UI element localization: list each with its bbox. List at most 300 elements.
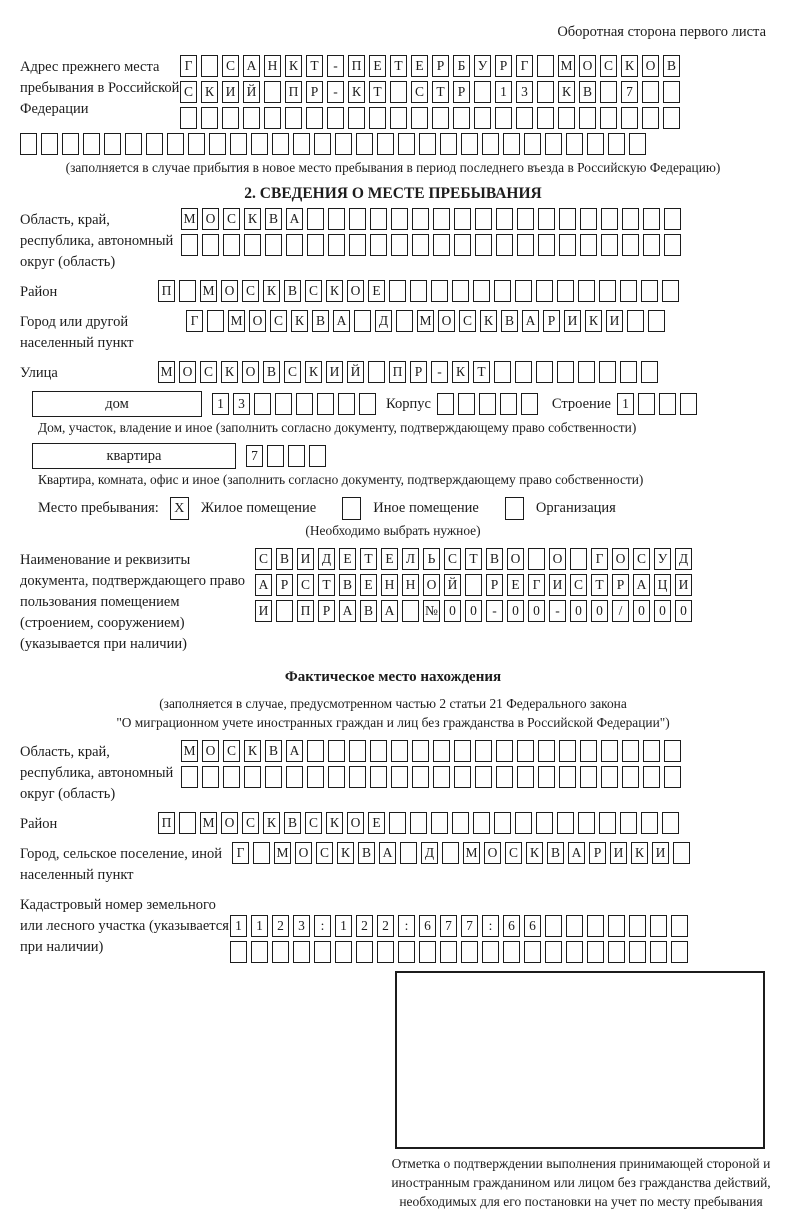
char-box[interactable] [537,107,554,129]
char-box[interactable]: К [621,55,638,77]
char-box[interactable] [201,107,218,129]
char-box[interactable]: А [522,310,539,332]
char-box[interactable] [338,393,355,415]
char-box[interactable] [20,133,37,155]
char-box[interactable]: Г [232,842,249,864]
char-box[interactable]: К [337,842,354,864]
char-box[interactable] [244,234,261,256]
char-box[interactable]: С [305,812,322,834]
char-box[interactable] [452,812,469,834]
char-box[interactable]: С [242,280,259,302]
char-box[interactable] [622,740,639,762]
char-box[interactable]: С [316,842,333,864]
char-box[interactable] [285,107,302,129]
char-box[interactable] [503,133,520,155]
char-box[interactable] [496,208,513,230]
char-box[interactable] [431,812,448,834]
char-box[interactable] [663,81,680,103]
char-box[interactable]: Н [264,55,281,77]
char-box[interactable] [83,133,100,155]
char-box[interactable] [410,280,427,302]
char-box[interactable]: А [286,208,303,230]
char-box[interactable]: С [411,81,428,103]
char-box[interactable] [328,234,345,256]
char-box[interactable] [601,234,618,256]
char-box[interactable]: С [223,208,240,230]
char-box[interactable] [495,107,512,129]
char-box[interactable] [209,133,226,155]
char-box[interactable]: 7 [621,81,638,103]
char-box[interactable]: № [423,600,440,622]
char-box[interactable]: Р [318,600,335,622]
char-box[interactable] [601,766,618,788]
char-box[interactable] [474,107,491,129]
checkbox-inoe[interactable] [342,497,361,520]
char-box[interactable] [411,107,428,129]
char-box[interactable]: М [200,280,217,302]
char-box[interactable]: Г [528,574,545,596]
char-box[interactable] [391,766,408,788]
char-box[interactable] [641,361,658,383]
char-box[interactable] [538,766,555,788]
char-box[interactable]: Г [180,55,197,77]
char-box[interactable] [599,280,616,302]
char-box[interactable] [412,234,429,256]
char-box[interactable]: Р [432,55,449,77]
char-box[interactable] [458,393,475,415]
char-box[interactable]: 0 [507,600,524,622]
char-box[interactable] [578,361,595,383]
char-box[interactable] [461,133,478,155]
char-box[interactable]: С [222,55,239,77]
char-box[interactable] [453,107,470,129]
char-box[interactable]: М [200,812,217,834]
char-box[interactable] [452,280,469,302]
char-box[interactable] [307,740,324,762]
char-box[interactable] [521,393,538,415]
char-box[interactable] [629,133,646,155]
char-box[interactable]: С [297,574,314,596]
char-box[interactable] [293,941,310,963]
char-box[interactable]: К [263,280,280,302]
char-box[interactable]: Р [543,310,560,332]
char-box[interactable] [272,941,289,963]
char-box[interactable] [251,133,268,155]
char-box[interactable] [328,766,345,788]
char-box[interactable] [580,208,597,230]
char-box[interactable] [230,941,247,963]
char-box[interactable]: В [265,208,282,230]
char-box[interactable]: Е [339,548,356,570]
char-box[interactable] [146,133,163,155]
char-box[interactable]: О [242,361,259,383]
char-box[interactable]: 0 [591,600,608,622]
char-box[interactable]: У [654,548,671,570]
char-box[interactable]: С [284,361,301,383]
char-box[interactable] [494,812,511,834]
char-box[interactable]: М [158,361,175,383]
char-box[interactable] [474,81,491,103]
char-box[interactable] [558,107,575,129]
char-box[interactable] [536,812,553,834]
char-box[interactable]: К [244,208,261,230]
char-box[interactable]: К [631,842,648,864]
char-box[interactable] [641,280,658,302]
char-box[interactable]: М [181,208,198,230]
char-box[interactable] [664,208,681,230]
char-box[interactable] [253,842,270,864]
char-box[interactable] [223,766,240,788]
char-box[interactable]: В [360,600,377,622]
char-box[interactable]: Т [369,81,386,103]
char-box[interactable]: Е [368,280,385,302]
char-box[interactable] [650,941,667,963]
char-box[interactable] [402,600,419,622]
char-box[interactable] [370,740,387,762]
char-box[interactable] [650,915,667,937]
char-box[interactable] [663,107,680,129]
char-box[interactable]: А [568,842,585,864]
char-box[interactable]: Т [360,548,377,570]
char-box[interactable] [328,740,345,762]
char-box[interactable]: А [333,310,350,332]
char-box[interactable] [317,393,334,415]
char-box[interactable]: П [285,81,302,103]
char-box[interactable]: Е [507,574,524,596]
char-box[interactable] [622,766,639,788]
char-box[interactable]: 0 [570,600,587,622]
char-box[interactable] [335,133,352,155]
char-box[interactable]: А [633,574,650,596]
char-box[interactable] [412,740,429,762]
char-box[interactable] [673,842,690,864]
char-box[interactable]: Р [306,81,323,103]
char-box[interactable] [600,81,617,103]
char-box[interactable] [515,812,532,834]
char-box[interactable]: К [452,361,469,383]
char-box[interactable]: Е [411,55,428,77]
char-box[interactable]: С [223,740,240,762]
char-box[interactable] [398,941,415,963]
char-box[interactable]: С [444,548,461,570]
char-box[interactable]: - [549,600,566,622]
char-box[interactable]: 0 [675,600,692,622]
char-box[interactable] [349,740,366,762]
char-box[interactable] [251,941,268,963]
char-box[interactable] [202,234,219,256]
char-box[interactable]: М [417,310,434,332]
char-box[interactable]: П [297,600,314,622]
char-box[interactable] [475,234,492,256]
char-box[interactable] [328,208,345,230]
char-box[interactable]: Л [402,548,419,570]
char-box[interactable]: О [549,548,566,570]
char-box[interactable] [643,234,660,256]
char-box[interactable] [638,393,655,415]
char-box[interactable]: О [423,574,440,596]
char-box[interactable]: О [221,812,238,834]
char-box[interactable] [369,107,386,129]
char-box[interactable]: И [297,548,314,570]
char-box[interactable]: Й [347,361,364,383]
char-box[interactable]: М [181,740,198,762]
char-box[interactable] [431,280,448,302]
char-box[interactable]: О [202,740,219,762]
char-box[interactable]: П [389,361,406,383]
char-box[interactable] [559,208,576,230]
char-box[interactable] [293,133,310,155]
char-box[interactable]: С [200,361,217,383]
char-box[interactable] [621,107,638,129]
char-box[interactable]: - [327,81,344,103]
char-box[interactable] [377,941,394,963]
char-box[interactable] [440,941,457,963]
char-box[interactable] [307,766,324,788]
char-box[interactable] [419,941,436,963]
char-box[interactable] [276,600,293,622]
char-box[interactable] [207,310,224,332]
char-box[interactable] [620,812,637,834]
char-box[interactable] [642,107,659,129]
char-box[interactable]: Б [453,55,470,77]
char-box[interactable]: 2 [272,915,289,937]
char-box[interactable] [538,208,555,230]
char-box[interactable]: П [158,812,175,834]
char-box[interactable] [349,208,366,230]
char-box[interactable] [327,107,344,129]
char-box[interactable] [580,766,597,788]
char-box[interactable] [454,766,471,788]
char-box[interactable] [587,941,604,963]
char-box[interactable]: О [221,280,238,302]
char-box[interactable]: В [263,361,280,383]
char-box[interactable] [390,107,407,129]
char-box[interactable]: И [675,574,692,596]
char-box[interactable] [267,445,284,467]
char-box[interactable] [433,234,450,256]
char-box[interactable]: : [314,915,331,937]
char-box[interactable] [587,133,604,155]
char-box[interactable] [536,361,553,383]
char-box[interactable] [580,234,597,256]
char-box[interactable]: О [347,280,364,302]
char-box[interactable] [608,133,625,155]
char-box[interactable] [307,234,324,256]
char-box[interactable]: В [358,842,375,864]
char-box[interactable] [265,234,282,256]
char-box[interactable] [515,361,532,383]
char-box[interactable] [286,766,303,788]
char-box[interactable] [473,280,490,302]
char-box[interactable]: Е [369,55,386,77]
char-box[interactable] [620,361,637,383]
char-box[interactable] [188,133,205,155]
char-box[interactable] [642,81,659,103]
char-box[interactable] [662,812,679,834]
char-box[interactable] [412,766,429,788]
char-box[interactable]: О [295,842,312,864]
char-box[interactable]: С [459,310,476,332]
char-box[interactable]: О [642,55,659,77]
char-box[interactable]: В [312,310,329,332]
char-box[interactable] [442,842,459,864]
char-box[interactable] [643,208,660,230]
char-box[interactable]: 1 [251,915,268,937]
char-box[interactable] [643,740,660,762]
char-box[interactable] [496,740,513,762]
char-box[interactable]: Г [516,55,533,77]
char-box[interactable]: О [612,548,629,570]
char-box[interactable] [309,445,326,467]
char-box[interactable]: 3 [516,81,533,103]
char-box[interactable]: М [558,55,575,77]
char-box[interactable]: К [244,740,261,762]
char-box[interactable] [557,361,574,383]
char-box[interactable] [599,812,616,834]
char-box[interactable] [559,766,576,788]
char-box[interactable] [104,133,121,155]
char-box[interactable]: В [486,548,503,570]
char-box[interactable]: К [326,812,343,834]
char-box[interactable] [566,133,583,155]
char-box[interactable]: Т [473,361,490,383]
char-box[interactable] [664,234,681,256]
char-box[interactable]: 1 [230,915,247,937]
checkbox-organizatsiya[interactable] [505,497,524,520]
char-box[interactable] [496,766,513,788]
char-box[interactable] [517,740,534,762]
char-box[interactable] [601,208,618,230]
char-box[interactable]: 1 [495,81,512,103]
char-box[interactable]: 0 [528,600,545,622]
char-box[interactable]: Р [453,81,470,103]
char-box[interactable]: 6 [419,915,436,937]
char-box[interactable]: О [347,812,364,834]
char-box[interactable] [389,812,406,834]
char-box[interactable]: К [305,361,322,383]
char-box[interactable] [125,133,142,155]
char-box[interactable] [643,766,660,788]
char-box[interactable]: Т [432,81,449,103]
char-box[interactable]: И [549,574,566,596]
char-box[interactable] [473,812,490,834]
char-box[interactable] [601,740,618,762]
char-box[interactable]: Д [421,842,438,864]
char-box[interactable] [494,361,511,383]
char-box[interactable] [671,941,688,963]
char-box[interactable] [377,133,394,155]
char-box[interactable] [620,280,637,302]
char-box[interactable]: Г [186,310,203,332]
char-box[interactable]: В [339,574,356,596]
char-box[interactable] [545,915,562,937]
char-box[interactable] [482,133,499,155]
char-box[interactable]: Д [375,310,392,332]
char-box[interactable] [201,55,218,77]
char-box[interactable]: 0 [465,600,482,622]
char-box[interactable]: 7 [440,915,457,937]
char-box[interactable] [557,280,574,302]
char-box[interactable] [461,941,478,963]
char-box[interactable] [465,574,482,596]
char-box[interactable]: Т [591,574,608,596]
char-box[interactable] [370,766,387,788]
char-box[interactable]: К [558,81,575,103]
char-box[interactable]: Й [444,574,461,596]
char-box[interactable] [662,280,679,302]
checkbox-zhiloe[interactable]: X [170,497,189,520]
char-box[interactable]: 1 [335,915,352,937]
char-box[interactable] [648,310,665,332]
char-box[interactable] [479,393,496,415]
char-box[interactable] [629,915,646,937]
char-box[interactable]: А [381,600,398,622]
char-box[interactable] [664,766,681,788]
char-box[interactable] [475,740,492,762]
char-box[interactable] [286,234,303,256]
char-box[interactable]: 6 [503,915,520,937]
char-box[interactable]: : [398,915,415,937]
char-box[interactable] [390,81,407,103]
char-box[interactable]: Н [381,574,398,596]
char-box[interactable]: Т [465,548,482,570]
char-box[interactable]: А [379,842,396,864]
char-box[interactable]: 2 [377,915,394,937]
char-box[interactable] [222,107,239,129]
char-box[interactable] [396,310,413,332]
char-box[interactable]: Д [318,548,335,570]
char-box[interactable] [181,234,198,256]
char-box[interactable] [524,133,541,155]
char-box[interactable]: А [243,55,260,77]
char-box[interactable]: Е [368,812,385,834]
char-box[interactable]: В [663,55,680,77]
char-box[interactable]: В [276,548,293,570]
char-box[interactable] [243,107,260,129]
char-box[interactable] [557,812,574,834]
char-box[interactable] [516,107,533,129]
char-box[interactable]: М [274,842,291,864]
char-box[interactable]: У [474,55,491,77]
char-box[interactable]: С [600,55,617,77]
char-box[interactable]: Т [390,55,407,77]
char-box[interactable]: О [202,208,219,230]
char-box[interactable]: С [270,310,287,332]
char-box[interactable]: - [486,600,503,622]
char-box[interactable]: И [222,81,239,103]
char-box[interactable]: А [286,740,303,762]
char-box[interactable] [389,280,406,302]
char-box[interactable] [398,133,415,155]
char-box[interactable]: Р [276,574,293,596]
char-box[interactable] [599,361,616,383]
char-box[interactable] [559,740,576,762]
char-box[interactable]: П [348,55,365,77]
char-box[interactable] [254,393,271,415]
char-box[interactable] [538,234,555,256]
char-box[interactable]: - [431,361,448,383]
char-box[interactable] [680,393,697,415]
char-box[interactable]: А [255,574,272,596]
char-box[interactable] [536,280,553,302]
char-box[interactable]: К [585,310,602,332]
char-box[interactable] [437,393,454,415]
char-box[interactable] [528,548,545,570]
char-box[interactable]: 3 [293,915,310,937]
char-box[interactable] [370,234,387,256]
char-box[interactable] [503,941,520,963]
char-box[interactable]: Р [486,574,503,596]
